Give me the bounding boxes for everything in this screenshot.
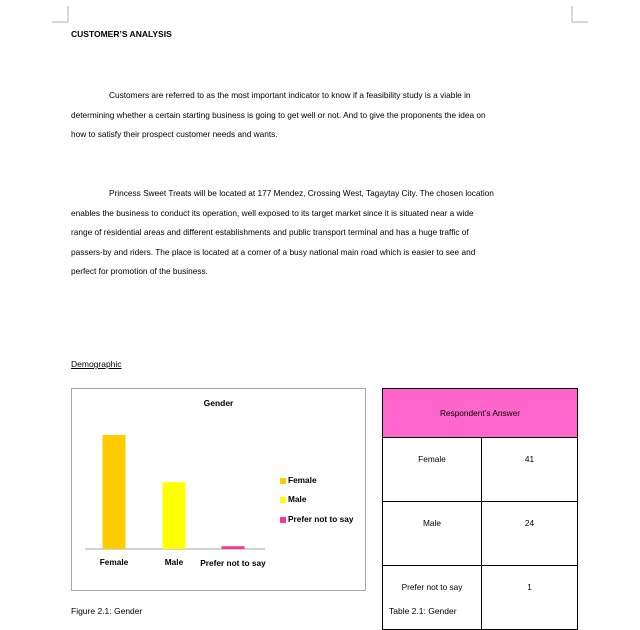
chart-title: Gender xyxy=(203,398,234,408)
paragraph-line: range of residential areas and different establishments and public transport terminal and has a huge traffic of xyxy=(71,227,469,238)
table-cell-value: 1 xyxy=(482,566,578,630)
table-cell-label: Male xyxy=(383,502,482,566)
paragraph-line: perfect for promotion of the business. xyxy=(71,266,208,277)
legend-item: Prefer not to say xyxy=(280,514,353,524)
table-row xyxy=(383,566,578,630)
table-row xyxy=(383,502,578,566)
section-heading-demographic: Demographic xyxy=(71,359,122,369)
paragraph-line: Customers are referred to as the most important indicator to know if a feasibility study is a viable in xyxy=(109,90,471,100)
bar-female xyxy=(103,435,126,549)
table-cell-label: Female xyxy=(383,438,482,502)
legend-swatch-icon xyxy=(280,497,286,503)
table-cell-value: 41 xyxy=(482,438,578,502)
table-cell-value: 24 xyxy=(482,502,578,566)
legend-item: Male xyxy=(280,494,306,504)
x-tick-label: Male xyxy=(164,557,184,567)
bar-male xyxy=(163,482,186,549)
table-caption: Table 2.1: Gender xyxy=(389,606,457,616)
gender-chart xyxy=(71,388,366,591)
paragraph-line: passers-by and riders. The place is located at a corner of a busy national main road which is easier to see and xyxy=(71,246,476,257)
page-title: CUSTOMER’S ANALYSIS xyxy=(71,29,172,39)
paragraph-location xyxy=(71,184,577,282)
paragraph-line: how to satisfy their prospect customer needs and wants. xyxy=(71,129,278,140)
legend-item: Female xyxy=(280,475,317,485)
table-header: Respondent’s Answer xyxy=(383,389,578,438)
legend-swatch-icon xyxy=(280,517,286,523)
x-tick-label: Prefer not to say xyxy=(200,558,266,568)
paragraph-line: enables the business to conduct its operation, well exposed to its target market since it is situated near a wide xyxy=(71,207,474,218)
paragraph-line: determining whether a certain starting business is going to get well or not. And to give the proponents the idea on xyxy=(71,109,486,120)
table-cell-label: Prefer not to say xyxy=(383,566,482,630)
figure-caption: Figure 2.1: Gender xyxy=(71,606,143,616)
respondent-table xyxy=(382,388,578,630)
paragraph-customers xyxy=(71,86,577,145)
bar-prefer-not-to-say xyxy=(222,546,245,549)
table-row xyxy=(383,438,578,502)
paragraph-line: Princess Sweet Treats will be located at 177 Mendez, Crossing West, Tagaytay City. The chosen location xyxy=(109,188,494,198)
legend-swatch-icon xyxy=(280,478,286,484)
x-tick-label: Female xyxy=(99,557,129,567)
